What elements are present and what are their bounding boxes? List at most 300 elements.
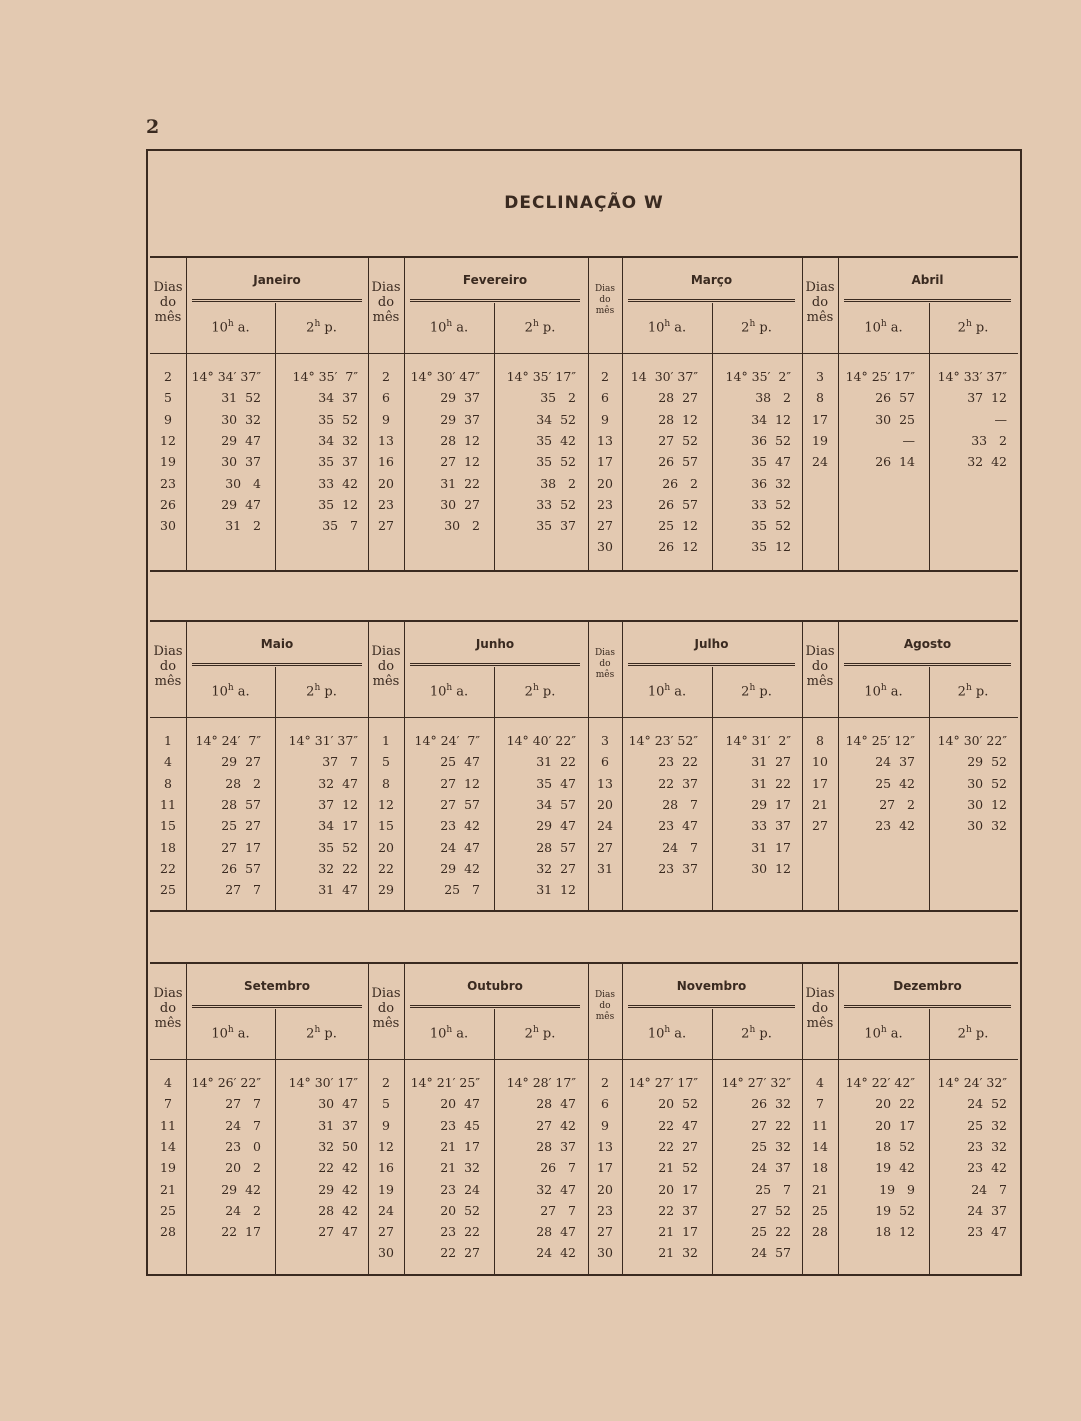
am-hour: 10 [647,684,665,700]
am-value-cell: 18 12 [875,1224,915,1240]
day-cell: 8 [164,775,172,791]
pm-value-cell: 36 32 [751,475,791,491]
dias-label-line: do [811,295,829,310]
day-cell: 25 [160,882,176,898]
am-value-cell: 30 27 [440,496,480,512]
day-cell: 6 [601,390,609,406]
day-cell: 4 [816,1075,824,1090]
pm-sup: h [532,319,539,329]
pm-value-cell: 27 22 [751,1117,791,1133]
pm-value-cell: 14° 35′ 17″ [506,369,576,384]
day-cell: 17 [597,1160,613,1176]
am-value-cell: 14 30′ 37″ [630,369,698,384]
pm-value-cell: 35 52 [318,839,358,855]
header-double-rule [192,1005,362,1008]
column-am-header [622,319,712,335]
month-header: Setembro [244,979,310,993]
dias-label-line: mês [595,1012,615,1022]
day-cell: 7 [164,1096,172,1112]
day-cell: 11 [160,796,176,812]
pm-value-cell: 32 47 [318,775,358,791]
day-cell: 9 [164,411,172,427]
column-pm-header [275,683,368,699]
day-cell: 10 [812,754,828,770]
am-sup: h [664,319,671,329]
am-suffix: a. [886,320,903,336]
column-am-header [622,1025,712,1041]
dias-label-line: do [159,659,177,674]
am-value-cell: 14° 34′ 37″ [191,369,261,384]
am-value-cell: 28 12 [658,411,698,427]
am-value-cell: 21 17 [440,1138,480,1154]
pm-sup: h [532,683,539,693]
am-value-cell: 20 47 [440,1096,480,1112]
am-value-cell: 21 17 [658,1224,698,1240]
header-double-rule [844,663,1011,666]
dias-do-mes-label [150,644,186,689]
day-cell: 6 [601,1096,609,1112]
column-pm-header [494,319,586,335]
am-hour: 10 [864,684,881,700]
dias-label-line: do [599,659,611,669]
pm-value-cell: 32 27 [536,860,576,876]
pm-sup: h [314,1025,321,1035]
header-rule [150,1059,1018,1060]
pm-value-cell: 29 47 [536,818,576,834]
am-value-cell: 22 17 [221,1224,261,1240]
am-value-cell: 30 25 [875,411,915,427]
column-pm-header [712,1025,801,1041]
day-cell: 11 [812,1117,828,1133]
pm-value-cell: 27 7 [540,1202,576,1218]
pm-sup: h [749,1025,756,1035]
pm-value-cell: 14° 35′ 7″ [292,369,358,384]
pm-value-cell: 32 42 [967,454,1007,470]
pm-value-cell: 35 47 [751,454,791,470]
day-cell: 6 [601,754,609,770]
am-hour: 10 [647,1026,665,1042]
bottom-rule [150,570,1018,572]
day-cell: 2 [601,369,609,384]
am-value-cell: 29 47 [221,496,261,512]
day-cell: 29 [378,882,394,898]
header-double-rule [628,299,795,302]
am-sup: h [446,1025,453,1035]
am-suffix: a. [452,1026,469,1042]
day-cell: 11 [160,1117,176,1133]
am-value-cell: 23 45 [440,1117,480,1133]
am-value-cell: 23 22 [440,1224,480,1240]
day-cell: 27 [597,839,613,855]
dias-do-mes-label [150,986,186,1031]
am-value-cell: 29 47 [221,432,261,448]
pm-value-cell: 14° 33′ 37″ [937,369,1007,384]
am-value-cell: 14° 27′ 17″ [628,1075,698,1090]
pm-hour: 2 [306,684,315,700]
month-header: Maio [260,637,294,651]
pm-value-cell: 23 47 [967,1224,1007,1240]
dias-label-line: Dias [594,284,616,294]
am-value-cell: 20 52 [440,1202,480,1218]
pm-value-cell: 35 37 [318,454,358,470]
day-cell: 27 [378,518,394,534]
am-value-cell: 27 12 [440,454,480,470]
am-hour: 10 [211,1026,228,1042]
pm-value-cell: 35 52 [318,411,358,427]
pm-value-cell: 31 47 [318,882,358,898]
day-cell: 15 [378,818,394,834]
pm-value-cell: 35 2 [540,390,576,406]
am-value-cell: 14° 24′ 7″ [195,733,261,748]
pm-hour: 2 [524,684,533,700]
dias-label-line: mês [154,1016,182,1031]
day-cell: 30 [160,518,176,534]
day-cell: 24 [812,454,828,470]
pm-hour: 2 [741,320,750,336]
am-value-cell: 29 42 [440,860,480,876]
am-value-cell: 29 37 [440,390,480,406]
pm-value-cell: 33 37 [751,818,791,834]
pm-suffix: p. [538,320,556,336]
am-sup: h [664,1025,671,1035]
pm-value-cell: 38 2 [755,390,791,406]
dias-label-line: do [811,659,829,674]
pm-value-cell: 34 32 [318,432,358,448]
am-value-cell: 26 57 [658,454,698,470]
pm-value-cell: 14° 27′ 32″ [721,1075,791,1090]
day-cell: 13 [378,432,394,448]
day-cell: 2 [382,369,390,384]
day-cell: 26 [160,496,176,512]
am-value-cell: 27 7 [225,882,261,898]
pm-hour: 2 [306,1026,315,1042]
am-value-cell: 21 32 [658,1245,698,1261]
pm-value-cell: 30 52 [967,775,1007,791]
column-pm-header [494,1025,586,1041]
pm-hour: 2 [741,1026,750,1042]
dias-label-line: Dias [805,280,835,295]
am-value-cell: 26 57 [221,860,261,876]
am-suffix: a. [886,1026,903,1042]
pm-hour: 2 [306,320,315,336]
dias-do-mes-label [368,986,404,1031]
am-hour: 10 [429,684,447,700]
am-value-cell: 27 57 [440,796,480,812]
pm-hour: 2 [524,1026,533,1042]
pm-value-cell: 14° 35′ 2″ [725,369,791,384]
column-am-header [186,683,275,699]
pm-value-cell: 35 37 [536,518,576,534]
dias-label-line: mês [806,1016,834,1031]
day-cell: 15 [160,818,176,834]
pm-hour: 2 [741,684,750,700]
pm-value-cell: 37 12 [967,390,1007,406]
am-hour: 10 [864,320,881,336]
column-pm-header [275,319,368,335]
pm-value-cell: 28 42 [318,1202,358,1218]
day-cell: 2 [382,1075,390,1090]
am-hour: 10 [864,1026,881,1042]
pm-value-cell: 30 47 [318,1096,358,1112]
am-value-cell: 19 9 [879,1181,915,1197]
dias-label-line: Dias [371,280,401,295]
day-cell: 14 [160,1138,176,1154]
dias-label-line: do [377,1001,395,1016]
dias-label-line: Dias [805,644,835,659]
am-value-cell: 24 2 [225,1202,261,1218]
top-rule [150,962,1018,964]
pm-value-cell: 25 32 [967,1117,1007,1133]
am-value-cell: 20 2 [225,1160,261,1176]
am-value-cell: 28 7 [662,796,698,812]
pm-value-cell: 31 37 [318,1117,358,1133]
day-cell: 28 [812,1224,828,1240]
pm-value-cell: 31 12 [536,882,576,898]
pm-value-cell: 37 12 [318,796,358,812]
am-value-cell: 22 37 [658,775,698,791]
pm-hour: 2 [957,684,966,700]
day-cell: 20 [378,839,394,855]
day-cell: 24 [378,1202,394,1218]
pm-value-cell: 24 7 [971,1181,1007,1197]
dias-label-line: Dias [594,990,616,1000]
dias-label-line: mês [595,306,615,316]
column-am-header [838,1025,929,1041]
pm-suffix: p. [320,684,337,700]
am-value-cell: 22 27 [440,1245,480,1261]
day-cell: 21 [160,1181,176,1197]
am-value-cell: 20 17 [875,1117,915,1133]
am-value-cell: 30 4 [225,475,261,491]
am-value-cell: 27 12 [440,775,480,791]
pm-value-cell: 22 42 [318,1160,358,1176]
am-value-cell: 19 42 [875,1160,915,1176]
am-value-cell: 14° 24′ 7″ [414,733,480,748]
am-value-cell: 23 0 [225,1138,261,1154]
pm-value-cell: 33 52 [751,496,791,512]
am-sup: h [446,683,453,693]
day-cell: 3 [816,369,824,384]
dias-label-line: do [599,295,611,305]
pm-value-cell: 33 42 [318,475,358,491]
column-am-header [838,319,929,335]
day-cell: 20 [378,475,394,491]
am-value-cell: 22 37 [658,1202,698,1218]
pm-value-cell: 35 12 [318,496,358,512]
dias-label-line: Dias [153,986,183,1001]
pm-value-cell: 14° 28′ 17″ [506,1075,576,1090]
pm-value-cell: 32 47 [536,1181,576,1197]
am-value-cell: 25 47 [440,754,480,770]
header-double-rule [410,663,580,666]
am-value-cell: 20 17 [658,1181,698,1197]
am-hour: 10 [429,320,447,336]
pm-value-cell: 35 7 [322,518,358,534]
header-double-rule [192,663,362,666]
am-hour: 10 [647,320,665,336]
dias-label-line: Dias [371,986,401,1001]
day-cell: 14 [812,1138,828,1154]
day-cell: 30 [378,1245,394,1261]
dias-do-mes-label [368,280,404,325]
column-am-header [186,1025,275,1041]
dias-label-line: mês [372,310,400,325]
pm-value-cell: 31 27 [751,754,791,770]
pm-suffix: p. [755,320,772,336]
am-value-cell: 29 42 [221,1181,261,1197]
am-value-cell: 27 2 [879,796,915,812]
dias-label-line: do [811,1001,829,1016]
day-cell: 4 [164,754,172,770]
column-pm-header [275,1025,368,1041]
pm-suffix: p. [755,1026,772,1042]
pm-value-cell: — [994,411,1007,427]
top-rule [150,256,1018,258]
am-value-cell: 14° 23′ 52″ [628,733,698,748]
am-value-cell: 14° 26′ 22″ [191,1075,261,1090]
pm-value-cell: 26 7 [540,1160,576,1176]
am-value-cell: 28 2 [225,775,261,791]
day-cell: 23 [597,496,613,512]
pm-sup: h [749,319,756,329]
pm-value-cell: 34 17 [318,818,358,834]
am-value-cell: 30 2 [444,518,480,534]
column-pm-header [929,683,1017,699]
month-header: Novembro [676,979,747,993]
am-value-cell: 31 2 [225,518,261,534]
column-pm-header [712,319,801,335]
pm-value-cell: 14° 30′ 22″ [937,733,1007,748]
pm-value-cell: 34 52 [536,411,576,427]
pm-suffix: p. [320,1026,337,1042]
day-cell: 25 [812,1202,828,1218]
am-value-cell: 28 57 [221,796,261,812]
am-sup: h [227,683,234,693]
pm-value-cell: 25 22 [751,1224,791,1240]
day-cell: 5 [382,754,390,770]
dias-do-mes-label [368,644,404,689]
am-value-cell: 23 42 [875,818,915,834]
pm-suffix: p. [538,1026,556,1042]
am-suffix: a. [233,684,250,700]
am-value-cell: 26 57 [658,496,698,512]
day-cell: 27 [812,818,828,834]
pm-value-cell: 31 22 [536,754,576,770]
month-header: Junho [475,637,515,651]
day-cell: 9 [382,411,390,427]
day-cell: 22 [160,860,176,876]
day-cell: 27 [378,1224,394,1240]
am-value-cell: 23 22 [658,754,698,770]
pm-value-cell: 14° 30′ 17″ [288,1075,358,1090]
header-double-rule [628,663,795,666]
am-value-cell: 27 7 [225,1096,261,1112]
day-cell: 12 [378,796,394,812]
table-block [150,962,1018,1276]
day-cell: 20 [597,475,613,491]
pm-value-cell: 34 37 [318,390,358,406]
pm-value-cell: 38 2 [540,475,576,491]
pm-sup: h [314,319,321,329]
month-header: Julho [694,637,729,651]
am-value-cell: 22 47 [658,1117,698,1133]
pm-value-cell: 27 52 [751,1202,791,1218]
am-value-cell: 21 32 [440,1160,480,1176]
am-value-cell: 26 12 [658,539,698,555]
day-cell: 18 [812,1160,828,1176]
day-cell: 27 [597,1224,613,1240]
am-value-cell: 25 12 [658,518,698,534]
am-value-cell: 28 27 [658,390,698,406]
pm-sup: h [314,683,321,693]
day-cell: 23 [597,1202,613,1218]
day-cell: 19 [160,1160,176,1176]
pm-value-cell: 27 47 [318,1224,358,1240]
am-value-cell: 20 52 [658,1096,698,1112]
day-cell: 27 [597,518,613,534]
am-sup: h [227,1025,234,1035]
day-cell: 13 [597,432,613,448]
month-header: Outubro [467,979,523,993]
am-value-cell: 14° 21′ 25″ [410,1075,480,1090]
day-cell: 2 [164,369,172,384]
pm-value-cell: 28 57 [536,839,576,855]
column-pm-header [929,319,1017,335]
pm-value-cell: 36 52 [751,432,791,448]
page-title: DECLINAÇÃO W [504,193,664,213]
day-cell: 17 [812,775,828,791]
pm-value-cell: 34 12 [751,411,791,427]
column-am-header [404,1025,494,1041]
day-cell: 19 [378,1181,394,1197]
pm-sup: h [965,1025,972,1035]
pm-value-cell: 31 17 [751,839,791,855]
header-double-rule [192,299,362,302]
pm-value-cell: 31 22 [751,775,791,791]
pm-value-cell: 35 12 [751,539,791,555]
pm-value-cell: 29 17 [751,796,791,812]
day-cell: 17 [597,454,613,470]
pm-value-cell: 30 32 [967,818,1007,834]
dias-label-line: mês [154,310,182,325]
am-value-cell: 30 32 [221,411,261,427]
am-value-cell: 25 42 [875,775,915,791]
dias-label-line: do [159,1001,177,1016]
am-suffix: a. [670,1026,687,1042]
column-am-header [404,319,494,335]
pm-value-cell: 28 37 [536,1138,576,1154]
pm-value-cell: 23 32 [967,1138,1007,1154]
day-cell: 22 [378,860,394,876]
am-value-cell: 31 52 [221,390,261,406]
am-suffix: a. [670,684,687,700]
pm-value-cell: 14° 31′ 2″ [725,733,791,748]
dias-label-line: mês [806,310,834,325]
dias-label-line: Dias [371,644,401,659]
day-cell: 16 [378,454,394,470]
am-value-cell: — [902,432,915,448]
day-cell: 8 [816,733,824,748]
bottom-rule [150,910,1018,912]
table-block [150,620,1018,912]
pm-hour: 2 [957,1026,966,1042]
pm-sup: h [965,319,972,329]
day-cell: 5 [164,390,172,406]
day-cell: 31 [597,860,613,876]
pm-value-cell: 25 7 [755,1181,791,1197]
am-sup: h [446,319,453,329]
dias-label-line: Dias [153,644,183,659]
